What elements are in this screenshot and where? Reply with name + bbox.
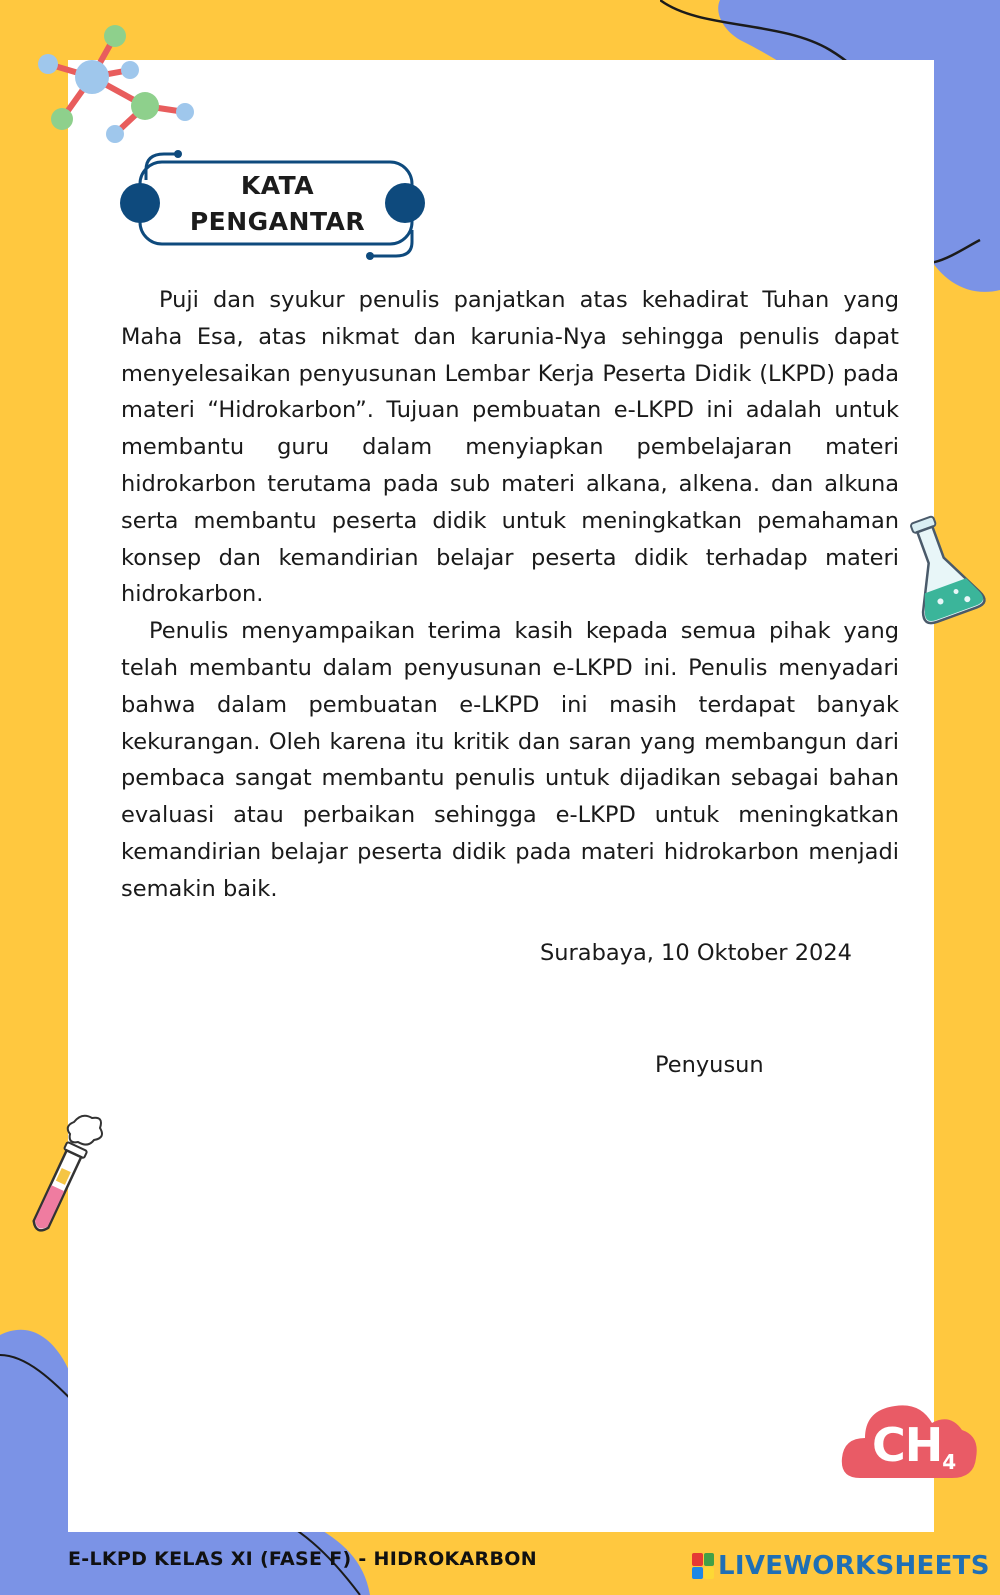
title-line-1: KATA: [240, 171, 315, 200]
body-text: [121, 282, 899, 908]
footer-title: E-LKPD KELAS XI (FASE F) - HIDROKARBON: [68, 1548, 537, 1570]
liveworksheets-mark-icon: [692, 1553, 714, 1579]
test-tube-icon: [12, 1110, 107, 1250]
paragraph-2: Penulis menyampaikan terima kasih kepada semua pihak yang telah membantu dalam penyusunan e-LKPD ini. Penulis menyadari bahwa dalam pembuatan e-LKPD ini masih terdapat banyak kekurangan. Oleh karena itu kritik dan saran yang membangun dari pembaca sangat membantu penulis untuk dijadikan sebagai bahan evaluasi atau perbaikan sehingga e-LKPD untuk meningkatkan kemandirian belajar peserta didik pada materi hidrokarbon menjadi semakin baik.: [121, 618, 899, 902]
ch4-subscript: 4: [942, 1450, 956, 1474]
ch4-formula-main: CH: [872, 1418, 943, 1472]
title-line-2: PENGANTAR: [189, 207, 366, 236]
brand-name: LIVEWORKSHEETS: [718, 1551, 990, 1581]
liveworksheets-logo[interactable]: [692, 1548, 990, 1584]
signer-label: Penyusun: [655, 1052, 764, 1078]
paragraph-1: Puji dan syukur penulis panjatkan atas kehadirat Tuhan yang Maha Esa, atas nikmat dan karunia-Nya sehingga penulis dapat menyelesaikan penyusunan Lembar Kerja Peserta Didik (LKPD) pada materi “Hidrokarbon”. Tujuan pembuatan e-LKPD ini adalah untuk membantu guru dalam menyiapkan pembelajaran materi hidrokarbon terutama pada sub materi alkana, alkena. dan alkuna serta membantu peserta didik untuk meningkatkan pemahaman konsep dan kemandirian belajar peserta didik terhadap materi hidrokarbon.: [121, 287, 899, 608]
place-date: Surabaya, 10 Oktober 2024: [540, 940, 852, 966]
flask-icon: [900, 510, 990, 630]
ch4-formula: [872, 1418, 955, 1474]
page-title: [120, 150, 435, 265]
molecule-icon: [30, 22, 200, 147]
